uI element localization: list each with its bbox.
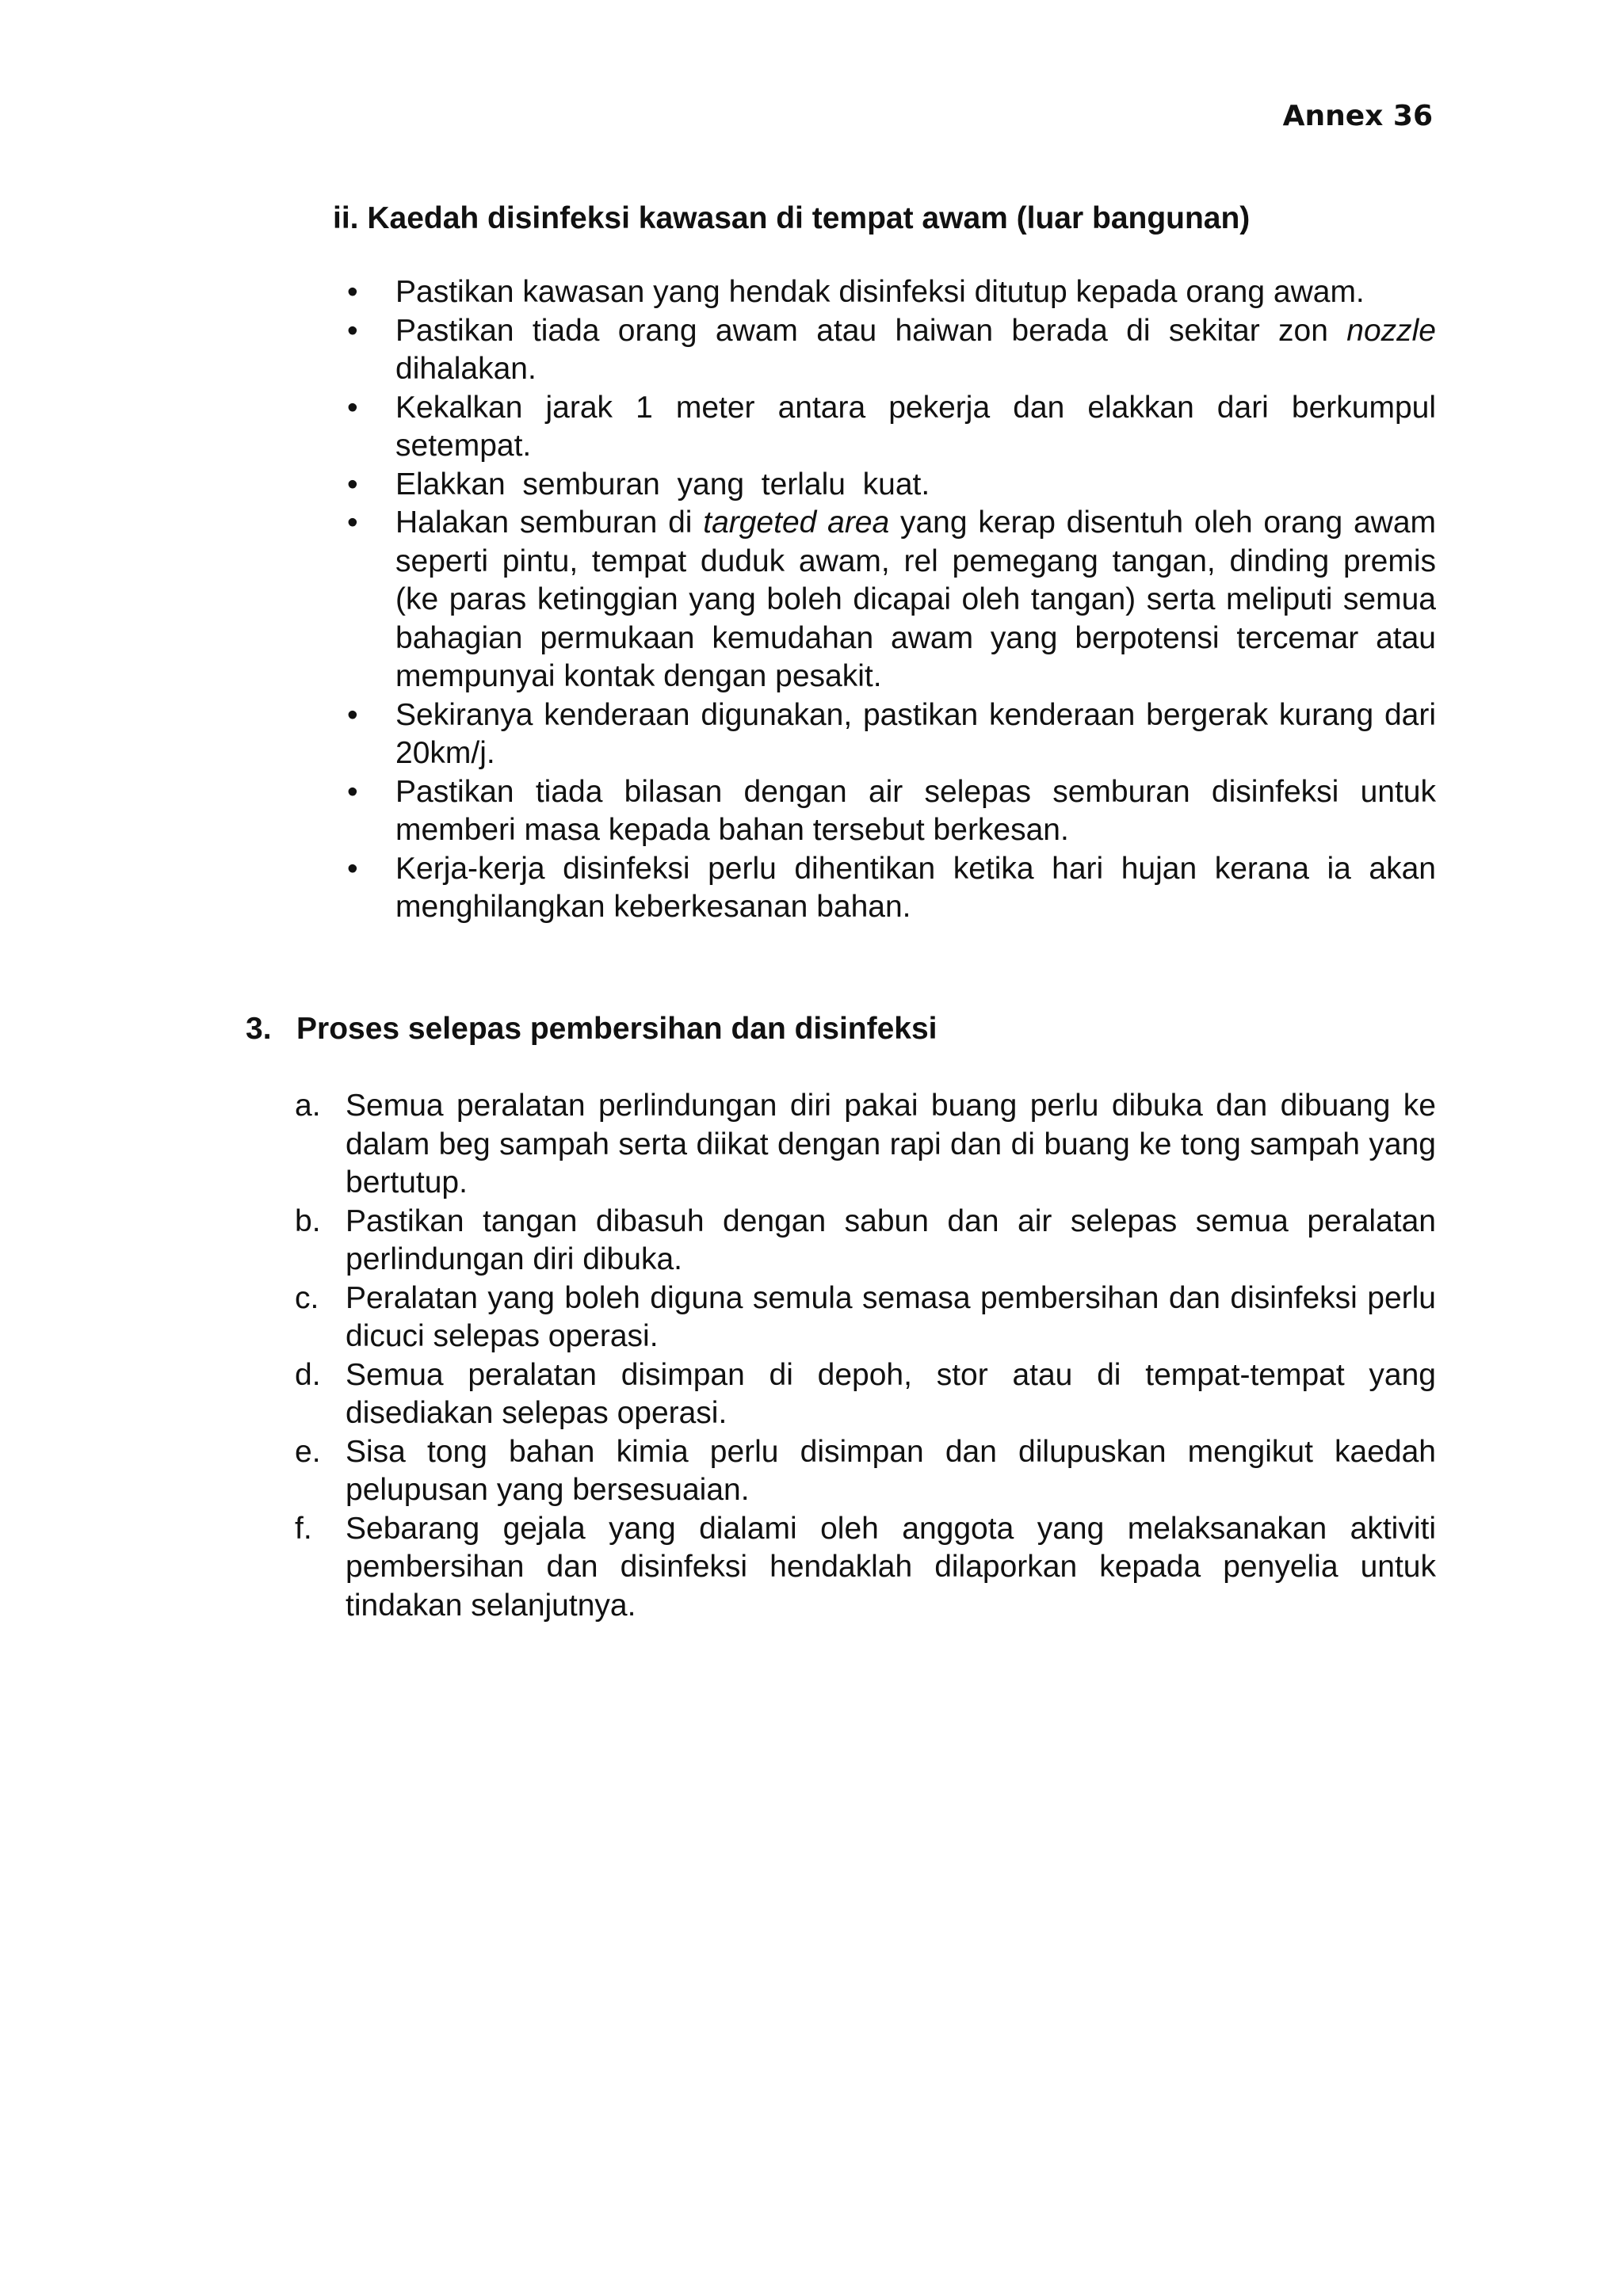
section-number: 3. bbox=[246, 1012, 272, 1046]
annex-label: Annex 36 bbox=[1282, 100, 1433, 132]
list-item: f. Sebarang gejala yang dialami oleh anggota yang melaksanakan aktiviti pembersihan dan disinfeksi hendaklah dilaporkan kepada penyelia untuk tindakan selanjutnya. bbox=[295, 1511, 1436, 1623]
section-title: Proses selepas pembersihan dan disinfeksi bbox=[296, 1012, 938, 1046]
section-3-list bbox=[295, 1087, 1436, 1625]
item-marker: a. bbox=[295, 1089, 321, 1123]
item-marker: b. bbox=[295, 1203, 321, 1238]
bullet-item: • Pastikan tiada orang awam atau haiwan berada di sekitar zon nozzle dihalakan. bbox=[336, 312, 1436, 389]
subheading-ii: ii. Kaedah disinfeksi kawasan di tempat awam (luar bangunan) bbox=[333, 201, 1251, 235]
item-marker: f. bbox=[295, 1511, 312, 1546]
bullet-item: • Sekiranya kenderaan digunakan, pastikan kenderaan bergerak kurang dari 20km/j. bbox=[336, 696, 1436, 773]
item-marker: d. bbox=[295, 1357, 321, 1392]
bullet-item: • Halakan semburan di targeted area yang kerap disentuh oleh orang awam seperti pintu, tempat duduk awam, rel pemegang tangan, dinding premis (ke paras ketinggian yang boleh dicapai oleh tangan) serta meliputi semua bahagian permukaan kemudahan awam yang berpotensi tercemar atau mempunyai kontak dengan pesakit. bbox=[336, 504, 1436, 696]
bullet-item: • Pastikan tiada bilasan dengan air selepas semburan disinfeksi untuk memberi masa kepada bahan tersebut berkesan. bbox=[336, 773, 1436, 850]
italic-term: targeted area bbox=[703, 505, 890, 540]
item-marker: c. bbox=[295, 1280, 319, 1315]
bullet-item: • Pastikan kawasan yang hendak disinfeksi ditutup kepada orang awam. bbox=[336, 273, 1436, 312]
italic-term: nozzle bbox=[1346, 313, 1436, 348]
bullet-item: • Kekalkan jarak 1 meter antara pekerja dan elakkan dari berkumpul setempat. bbox=[336, 389, 1436, 466]
bullet-item: • Kerja-kerja disinfeksi perlu dihentikan ketika hari hujan kerana ia akan menghilangkan keberkesanan bahan. bbox=[336, 850, 1436, 927]
item-marker: e. bbox=[295, 1434, 321, 1469]
list-item: c. Peralatan yang boleh diguna semula semasa pembersihan dan disinfeksi perlu dicuci selepas operasi. bbox=[295, 1280, 1436, 1353]
section-3-heading bbox=[246, 1012, 938, 1047]
list-item: e. Sisa tong bahan kimia perlu disimpan dan dilupuskan mengikut kaedah pelupusan yang bersesuaian. bbox=[295, 1434, 1436, 1507]
list-item: a. Semua peralatan perlindungan diri pakai buang perlu dibuka dan dibuang ke dalam beg sampah serta diikat dengan rapi dan di buang ke tong sampah yang bertutup. bbox=[295, 1089, 1436, 1199]
list-item: d. Semua peralatan disimpan di depoh, stor atau di tempat-tempat yang disediakan selepas operasi. bbox=[295, 1357, 1436, 1430]
list-item: b. Pastikan tangan dibasuh dengan sabun dan air selepas semua peralatan perlindungan diri dibuka. bbox=[295, 1203, 1436, 1276]
bullet-list bbox=[336, 273, 1436, 927]
bullet-item: • Elakkan semburan yang terlalu kuat. bbox=[336, 466, 1436, 505]
